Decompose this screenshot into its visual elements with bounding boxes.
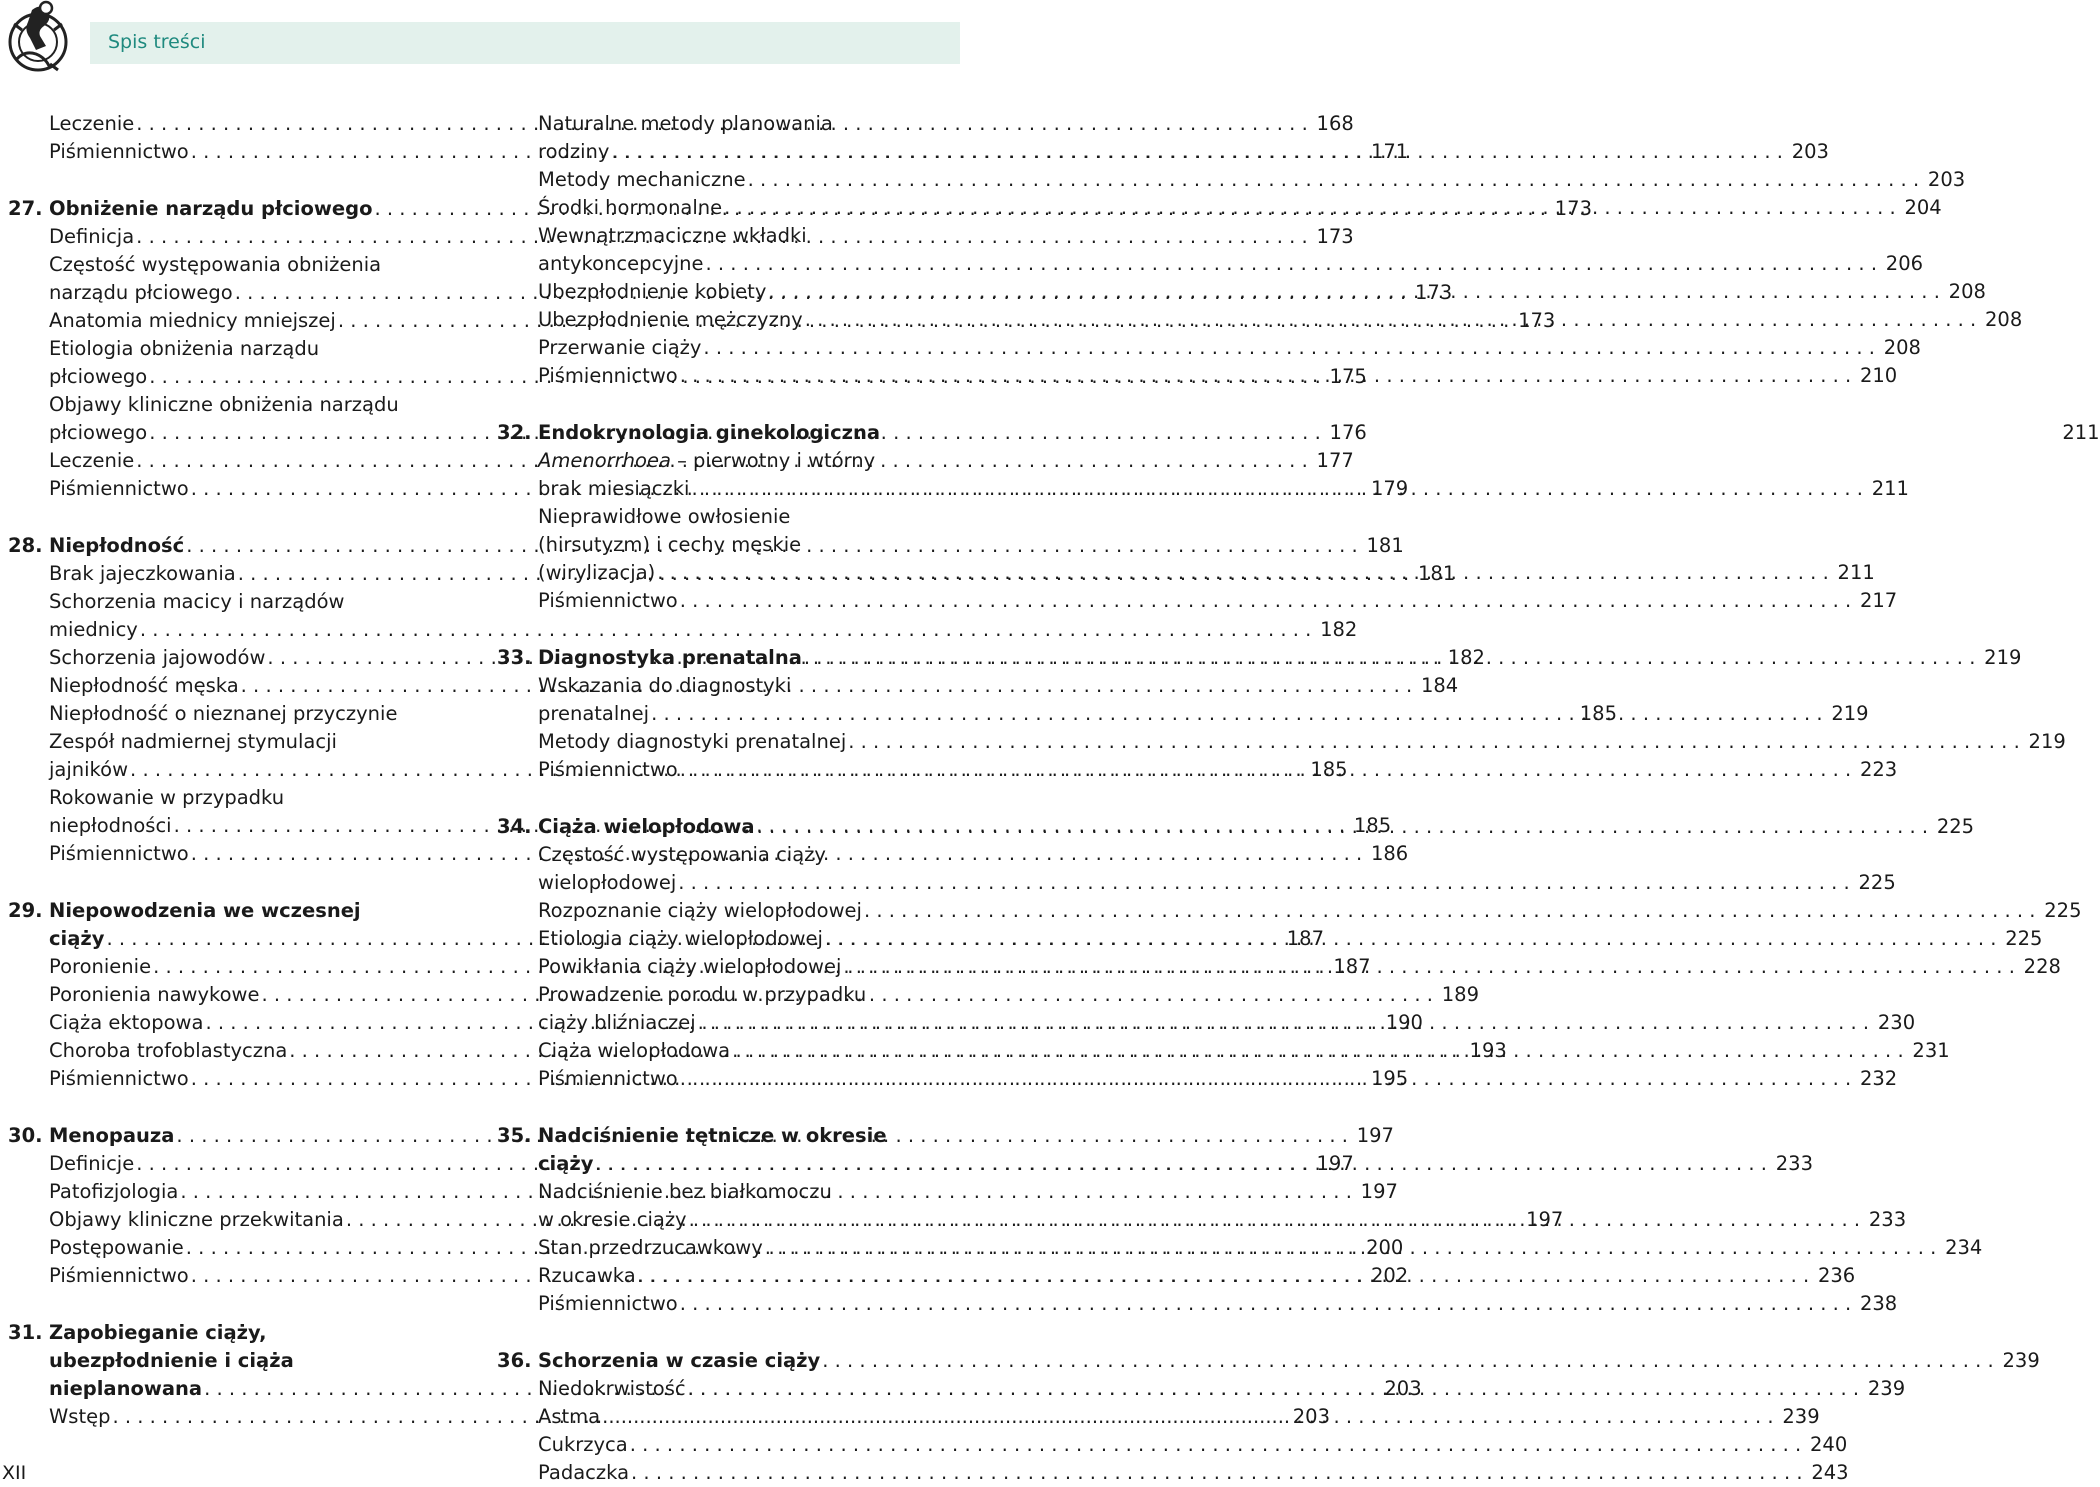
toc-entry[interactable] [8,251,466,279]
entry-title: płciowego [49,421,148,444]
leader-dots [765,1234,1937,1262]
chapter-number: 33. [497,646,532,669]
entry-title: Piśmiennictwo [49,1067,189,1090]
entry-title: Ciąża wielopłodowa [538,815,755,838]
page-ref: 240 [1810,1433,1848,1456]
entry-title: ubezpłodnienie i ciąża [49,1349,294,1372]
entry-title: ciąży [538,1152,594,1175]
entry-title: Cukrzyca [538,1433,628,1456]
entry-title: Naturalne metody planowania [538,112,833,135]
entry-title: narządu płciowego [49,281,233,304]
page-ref: 239 [2002,1349,2040,1372]
entry-title: Piśmiennictwo [538,1067,678,1090]
entry-title: Metody diagnostyki prenatalnej [538,730,847,753]
page-ref: 208 [1948,280,1986,303]
entry-title: Częstość występowania obniżenia [49,253,382,276]
page-ref: 202 [1370,1264,1409,1287]
entry-title: jajników [49,758,129,781]
toc-entry[interactable] [497,869,1896,897]
page-ref: 185 [1310,758,1348,781]
page-ref: 228 [2023,955,2061,978]
page-ref: 203 [1292,1405,1330,1428]
leader-dots [680,587,1852,615]
entry-title: Poronienie [49,955,152,978]
leader-dots [680,1290,1852,1318]
page-ref: 195 [1370,1067,1409,1090]
page-ref: 173 [1554,197,1592,220]
entry-title-italic: Amenorrhoea [538,449,671,472]
chapter-number: 34. [497,815,532,838]
entry-title: Definicje [49,1152,135,1175]
leader-dots [804,644,1976,672]
entry-title: Częstość występowania ciąży [538,843,826,866]
page-ref: 231 [1912,1039,1950,1062]
page-ref: 219 [1831,702,1869,725]
page-ref: 238 [1859,1292,1898,1315]
entry-title: Schorzenia w czasie ciąży [538,1349,821,1372]
section-gap [8,1093,466,1122]
chapter-number: 31. [8,1321,43,1344]
leader-dots [680,1065,1852,1093]
entry-title: niepłodności [49,814,172,837]
page-ref: 186 [1370,842,1409,865]
page-ref: 181 [1418,562,1456,585]
toc-entry[interactable] [497,1431,1848,1459]
entry-title: nieplanowana [49,1377,203,1400]
toc-entry[interactable] [497,334,1921,362]
entry-title: Patofizjologia [49,1180,179,1203]
toc-entry[interactable] [497,981,957,1009]
chapter-number: 29. [8,899,43,922]
entry-title: Choroba trofoblastyczna [49,1039,288,1062]
leader-dots [848,728,2020,756]
page-ref: 243 [1811,1461,1849,1484]
toc-entry[interactable] [8,728,466,756]
page-ref: 193 [1469,1039,1507,1062]
page-ref: 239 [1782,1405,1820,1428]
entry-title: Objawy kliniczne przekwitania [49,1208,344,1231]
leader-dots [706,250,1878,278]
toc-entry[interactable] [497,110,957,138]
entry-title: Prowadzenie porodu w przypadku [538,983,867,1006]
leader-dots [724,194,1896,222]
page-ref: 204 [1904,196,1942,219]
leader-dots [703,334,1875,362]
entry-title: ciąży [49,927,105,950]
page-ref: 223 [1859,758,1898,781]
page-ref: 185 [1579,702,1617,725]
page-ref: 211 [1871,477,1909,500]
page-ref: 225 [1858,871,1896,894]
entry-title: Niepłodność [49,534,185,557]
entry-title: Astma [538,1405,601,1428]
toc-entry[interactable] [497,1178,957,1206]
entry-title: Piśmiennictwo [538,589,678,612]
leader-dots [805,306,1977,334]
toc-entry[interactable] [497,672,957,700]
page-ref: 203 [1791,140,1829,163]
entry-title: Endokrynologia ginekologiczna [538,421,881,444]
entry-title: Diagnostyka prenatalna [538,646,802,669]
section-gap [497,784,957,813]
page-ref: 208 [1883,336,1921,359]
page-ref: 173 [1414,281,1453,304]
page-ref: 187 [1333,955,1371,978]
page-ref: 173 [1518,309,1556,332]
toc-entry[interactable] [497,1459,1849,1487]
page-ref: 225 [1936,815,1975,838]
entry-title: Piśmiennictwo [49,477,189,500]
toc-entry[interactable] [497,587,1898,615]
page-ref: 184 [1420,674,1459,697]
page-ref: 175 [1329,365,1367,388]
toc-entry[interactable] [497,1290,1898,1318]
toc-entry[interactable] [8,335,466,363]
entry-title: Nadciśnienie tętnicze w okresie [538,1124,887,1147]
page-ref: 203 [1927,168,1966,191]
entry-title: Piśmiennictwo [538,364,678,387]
leader-dots [638,1262,1810,1290]
leader-dots [757,813,1929,841]
page-ref: 185 [1353,814,1392,837]
entry-title: Zespół nadmiernej stymulacji [49,730,337,753]
entry-title: Ciąża ektopowa [49,1011,204,1034]
entry-title: Przerwanie ciąży [538,336,702,359]
toc-chapter-entry[interactable] [8,897,466,925]
leader-dots [602,1403,1774,1431]
section-gap [8,503,466,532]
chapter-number: 28. [8,534,43,557]
chapter-number: 35. [497,1124,532,1147]
page-ref: 182 [1447,646,1485,669]
entry-title: Anatomia miednicy mniejszej [49,309,336,332]
entry-title: Nieprawidłowe owłosienie [538,505,791,528]
toc-entry[interactable] [8,616,1358,644]
chapter-number: 27. [8,197,43,220]
leader-dots [651,700,1823,728]
entry-title: Leczenie [49,449,135,472]
entry-title: Środki hormonalne [538,196,723,219]
page-ref: 230 [1877,1011,1916,1034]
entry-title: Piśmiennictwo [49,140,189,163]
leader-dots [680,756,1852,784]
entry-title: Niepłodność o nieznanej przyczynie [49,702,398,725]
leader-dots [691,475,1863,503]
page-ref: 189 [1441,983,1479,1006]
entry-title: brak miesiączki [538,477,690,500]
toc-entry[interactable] [497,897,2082,925]
entry-title: Niepowodzenia we wczesnej [49,899,361,922]
page-ref: 190 [1385,1011,1423,1034]
page-ref: 233 [1868,1208,1907,1231]
section-gap [497,1093,957,1122]
leader-dots [825,925,1997,953]
section-gap [497,615,957,644]
page-ref: 197 [1360,1180,1398,1203]
entry-title: wielopłodowej [538,871,677,894]
chapter-number: 32. [497,421,532,444]
entry-title: Wskazania do diagnostyki [538,674,792,697]
entry-title: rodziny [538,140,610,163]
entry-title-rest: – pierwotny i wtórny [670,449,876,472]
section-gap [8,166,466,195]
toc-chapter-entry[interactable] [497,1347,2040,1375]
entry-title: Piśmiennictwo [49,1264,189,1287]
page-ref: 197 [1356,1124,1394,1147]
toc-entry[interactable] [497,531,957,559]
entry-title: prenatalnej [538,702,650,725]
entry-title: Obniżenie narządu płciowego [49,197,373,220]
entry-title: w okresie ciąży [538,1208,687,1231]
page-ref: 181 [1366,534,1404,557]
page-ref: 210 [1859,364,1898,387]
toc-entry[interactable] [497,222,957,250]
leader-dots [657,559,1829,587]
entry-title: Menopauza [49,1124,175,1147]
entry-title: antykoncepcyjne [538,252,704,275]
page-ref: 206 [1885,252,1924,275]
entry-title: Etiologia obniżenia narządu [49,337,320,360]
entry-title: Rokowanie w przypadku [49,786,285,809]
leader-dots [678,869,1850,897]
leader-dots [698,1009,1870,1037]
page-ref: 176 [1329,421,1367,444]
page-ref: 171 [1370,140,1409,163]
leader-dots [864,897,2036,925]
header-title: Spis treści [108,31,206,53]
section-gap [497,390,957,419]
leader-dots [680,362,1852,390]
toc-chapter-entry[interactable] [8,1319,466,1347]
entry-title: Schorzenia macicy i narządów [49,590,345,613]
entry-title: Powikłania ciąży wielopłodowej [538,955,842,978]
section-gap [8,1290,466,1319]
entry-title: Niepłodność męska [49,674,239,697]
toc-entry[interactable] [497,728,2066,756]
toc-entry[interactable] [8,784,466,812]
entry-title: Wstęp [49,1405,111,1428]
entry-title: Ubezpłodnienie mężczyzny [538,308,803,331]
leader-dots [768,278,1940,306]
entry-title: Rozpoznanie ciąży wielopłodowej [538,899,862,922]
chapter-number: 36. [497,1349,532,1372]
leader-dots [611,138,1783,166]
page-ref: 211 [2062,421,2100,444]
entry-title: miednicy [49,618,138,641]
toc-entry[interactable] [8,1347,466,1375]
toc-entry[interactable] [497,250,1924,278]
entry-title: Piśmiennictwo [49,842,189,865]
leader-dots [732,1037,1904,1065]
page-ref: 225 [2044,899,2082,922]
leader-dots [843,953,2015,981]
leader-dots [595,1150,1767,1178]
page-ref: 168 [1316,112,1354,135]
page-ref: 225 [2005,927,2043,950]
toc-entry[interactable] [497,447,957,475]
page-ref: 236 [1817,1264,1856,1287]
page-ref: 217 [1859,589,1898,612]
toc-chapter-entry[interactable] [497,1122,957,1150]
leader-dots [688,1375,1860,1403]
medical-logo-icon [2,0,84,82]
page-ref: 173 [1316,225,1354,248]
page-ref: 239 [1867,1377,1906,1400]
entry-title: Schorzenia jajowodów [49,646,266,669]
page-ref: 203 [1384,1377,1422,1400]
page-ref: 233 [1775,1152,1813,1175]
page-ref: 219 [1984,646,2022,669]
entry-title: Objawy kliniczne obniżenia narządu [49,393,399,416]
leader-dots [630,1431,1802,1459]
section-gap [8,868,466,897]
toc-entry[interactable] [8,1065,1409,1093]
page-ref: 179 [1370,477,1409,500]
entry-title: Piśmiennictwo [538,1292,678,1315]
entry-title: Niedokrwistość [538,1377,686,1400]
entry-title: ciąży bliźniaczej [538,1011,696,1034]
leader-dots [748,166,1920,194]
entry-title: (hirsutyzm) i cechy męskie [538,533,802,556]
entry-title: Ubezpłodnienie kobiety [538,280,767,303]
page-ref: 197 [1526,1208,1564,1231]
page-ref: 211 [1837,561,1875,584]
page-ref: 177 [1316,449,1354,472]
toc-entry[interactable] [497,503,957,531]
page-ref: 219 [2028,730,2066,753]
entry-title: Postępowanie [49,1236,184,1259]
page-ref: 182 [1320,618,1358,641]
toc-entry[interactable] [8,588,466,616]
section-header [90,22,960,64]
entry-title [538,447,875,475]
leader-dots [822,1347,1994,1375]
entry-title: Stan przedrzucawkowy [538,1236,763,1259]
toc-entry[interactable] [8,391,466,419]
page-ref: 232 [1859,1067,1898,1090]
entry-title: Piśmiennictwo [538,758,678,781]
chapter-number: 30. [8,1124,43,1147]
entry-title: Ciąża wielopłodowa [538,1039,731,1062]
entry-title: Rzucawka [538,1264,636,1287]
entry-title: Poronienia nawykowe [49,983,260,1006]
leader-dots [689,1206,1861,1234]
entry-title: Zapobieganie ciąży, [49,1321,267,1344]
entry-title: Nadciśnienie bez białkomoczu [538,1180,832,1203]
page-ref: 234 [1945,1236,1983,1259]
toc-entry[interactable] [497,166,1966,194]
entry-title: Metody mechaniczne [538,168,746,191]
entry-title: Wewnątrzmaciczne wkładki [538,224,807,247]
page-ref: 187 [1286,927,1324,950]
section-gap [497,1318,957,1347]
page-ref: 208 [1985,308,2023,331]
page-number: XII [2,1462,27,1484]
entry-title: płciowego [49,365,148,388]
entry-title: (wirylizacja) [538,561,656,584]
entry-title: Definicja [49,225,135,248]
entry-title: Etiologia ciąży wielopłodowej [538,927,823,950]
toc-entry[interactable] [497,841,957,869]
leader-dots [631,1459,1803,1487]
entry-title: Brak jajeczkowania [49,562,236,585]
entry-title: Leczenie [49,112,135,135]
page-ref: 197 [1316,1152,1354,1175]
page-ref: 200 [1366,1236,1404,1259]
entry-title: Padaczka [538,1461,630,1484]
